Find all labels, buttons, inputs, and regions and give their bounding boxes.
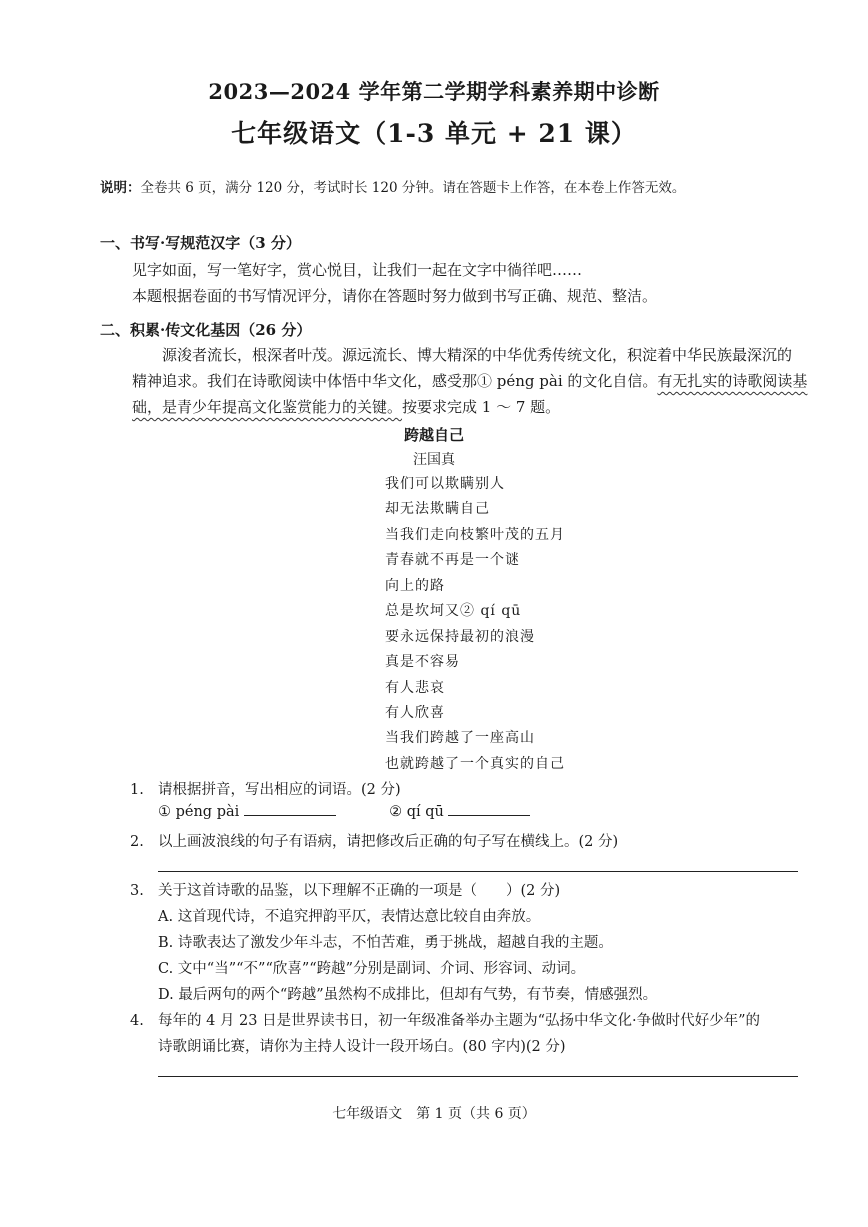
question-number: 3. <box>130 883 144 899</box>
question-2-text: 以上画波浪线的句子有语病，请把修改后正确的句子写在横线上。(2 分) <box>158 834 619 850</box>
section2-para-line3 <box>132 396 560 417</box>
exam-title: 2023—2024 学年第二学期学科素养期中诊断 <box>208 79 660 104</box>
question-1-blanks <box>158 804 530 820</box>
answer-line-q4[interactable] <box>158 1076 798 1077</box>
section1-line2: 本题根据卷面的书写情况评分，请你在答题时努力做到书写正确、规范、整洁。 <box>132 287 658 305</box>
section2-para-line3-text: 按要求完成 1 ～ 7 题。 <box>402 398 561 416</box>
poem-line: 有人悲哀 <box>385 680 445 696</box>
poem-line: 青春就不再是一个谜 <box>385 552 520 568</box>
option-c: C. 文中“当”“不”“欣喜”“跨越”分别是副词、介词、形容词、动词。 <box>158 961 586 977</box>
blank-1-label: ① péng pài <box>158 804 240 820</box>
poem-line: 当我们跨越了一座高山 <box>385 730 535 746</box>
answer-blank-1[interactable] <box>244 815 336 816</box>
question-number: 1. <box>130 782 144 798</box>
poem-line: 总是坎坷又② qí qū <box>385 603 522 619</box>
section2-para-line2-text: 精神追求。我们在诗歌阅读中体悟中华文化，感受那① péng pài 的文化自信。 <box>132 372 658 390</box>
answer-blank-2[interactable] <box>448 815 530 816</box>
question-4 <box>130 1009 760 1030</box>
question-3-text: 关于这首诗歌的品鉴，以下理解不正确的一项是（ ）(2 分) <box>158 883 561 899</box>
section2-para-line1: 源浚者流长，根深者叶茂。源远流长、博大精深的中华优秀传统文化，积淀着中华民族最深沉的 <box>162 346 793 364</box>
wavy-sentence-part2: 础，是青少年提高文化鉴赏能力的关键。 <box>132 398 403 416</box>
poem-line: 当我们走向枝繁叶茂的五月 <box>385 527 565 543</box>
poem-line: 真是不容易 <box>385 654 460 670</box>
page-footer: 七年级语文 第 1 页（共 6 页） <box>332 1106 536 1122</box>
exam-subtitle: 七年级语文（1-3 单元 + 21 课） <box>231 119 637 148</box>
poem-title: 跨越自己 <box>403 426 464 444</box>
question-1-text: 请根据拼音，写出相应的词语。(2 分) <box>158 782 401 798</box>
section2-heading: 二、积累·传文化基因（26 分） <box>100 321 312 339</box>
wavy-sentence-part1: 有无扎实的诗歌阅读基 <box>657 372 808 390</box>
option-b: B. 诗歌表达了激发少年斗志，不怕苦难，勇于挑战，超越自我的主题。 <box>158 935 613 951</box>
section1-line1: 见字如面，写一笔好字，赏心悦目，让我们一起在文字中徜徉吧…… <box>132 261 583 279</box>
poem-line: 向上的路 <box>385 578 445 594</box>
question-4-line2: 诗歌朗诵比赛，请你为主持人设计一段开场白。(80 字内)(2 分) <box>158 1039 566 1055</box>
question-number: 4. <box>130 1013 144 1029</box>
section2-para-line2 <box>132 370 807 391</box>
question-4-line1: 每年的 4 月 23 日是世界读书日，初一年级准备举办主题为“弘扬中华文化·争做时代好少年”的 <box>158 1013 761 1029</box>
poem-line: 要永远保持最初的浪漫 <box>385 629 535 645</box>
option-d: D. 最后两句的两个“跨越”虽然构不成排比，但却有气势，有节奏，情感强烈。 <box>158 987 658 1003</box>
question-1 <box>130 778 401 799</box>
question-number: 2. <box>130 834 144 850</box>
section1-heading: 一、书写·写规范汉字（3 分） <box>100 234 301 252</box>
poem-line: 我们可以欺瞒别人 <box>385 476 505 492</box>
answer-line-q2[interactable] <box>158 871 798 872</box>
poem-author: 汪国真 <box>413 452 455 468</box>
poem-line: 却无法欺瞒自己 <box>385 501 490 517</box>
instructions-label: 说明： <box>100 180 141 196</box>
poem-line: 也就跨越了一个真实的自己 <box>385 756 565 772</box>
option-a: A. 这首现代诗，不追究押韵平仄，表情达意比较自由奔放。 <box>158 909 541 925</box>
instructions-text: 全卷共 6 页，满分 120 分，考试时长 120 分钟。请在答题卡上作答，在本卷上作答无效。 <box>140 180 686 196</box>
question-2 <box>130 830 618 851</box>
blank-2-label: ② qí qū <box>389 804 444 820</box>
question-3 <box>130 879 560 900</box>
instructions <box>100 176 685 196</box>
poem-line: 有人欣喜 <box>385 705 445 721</box>
